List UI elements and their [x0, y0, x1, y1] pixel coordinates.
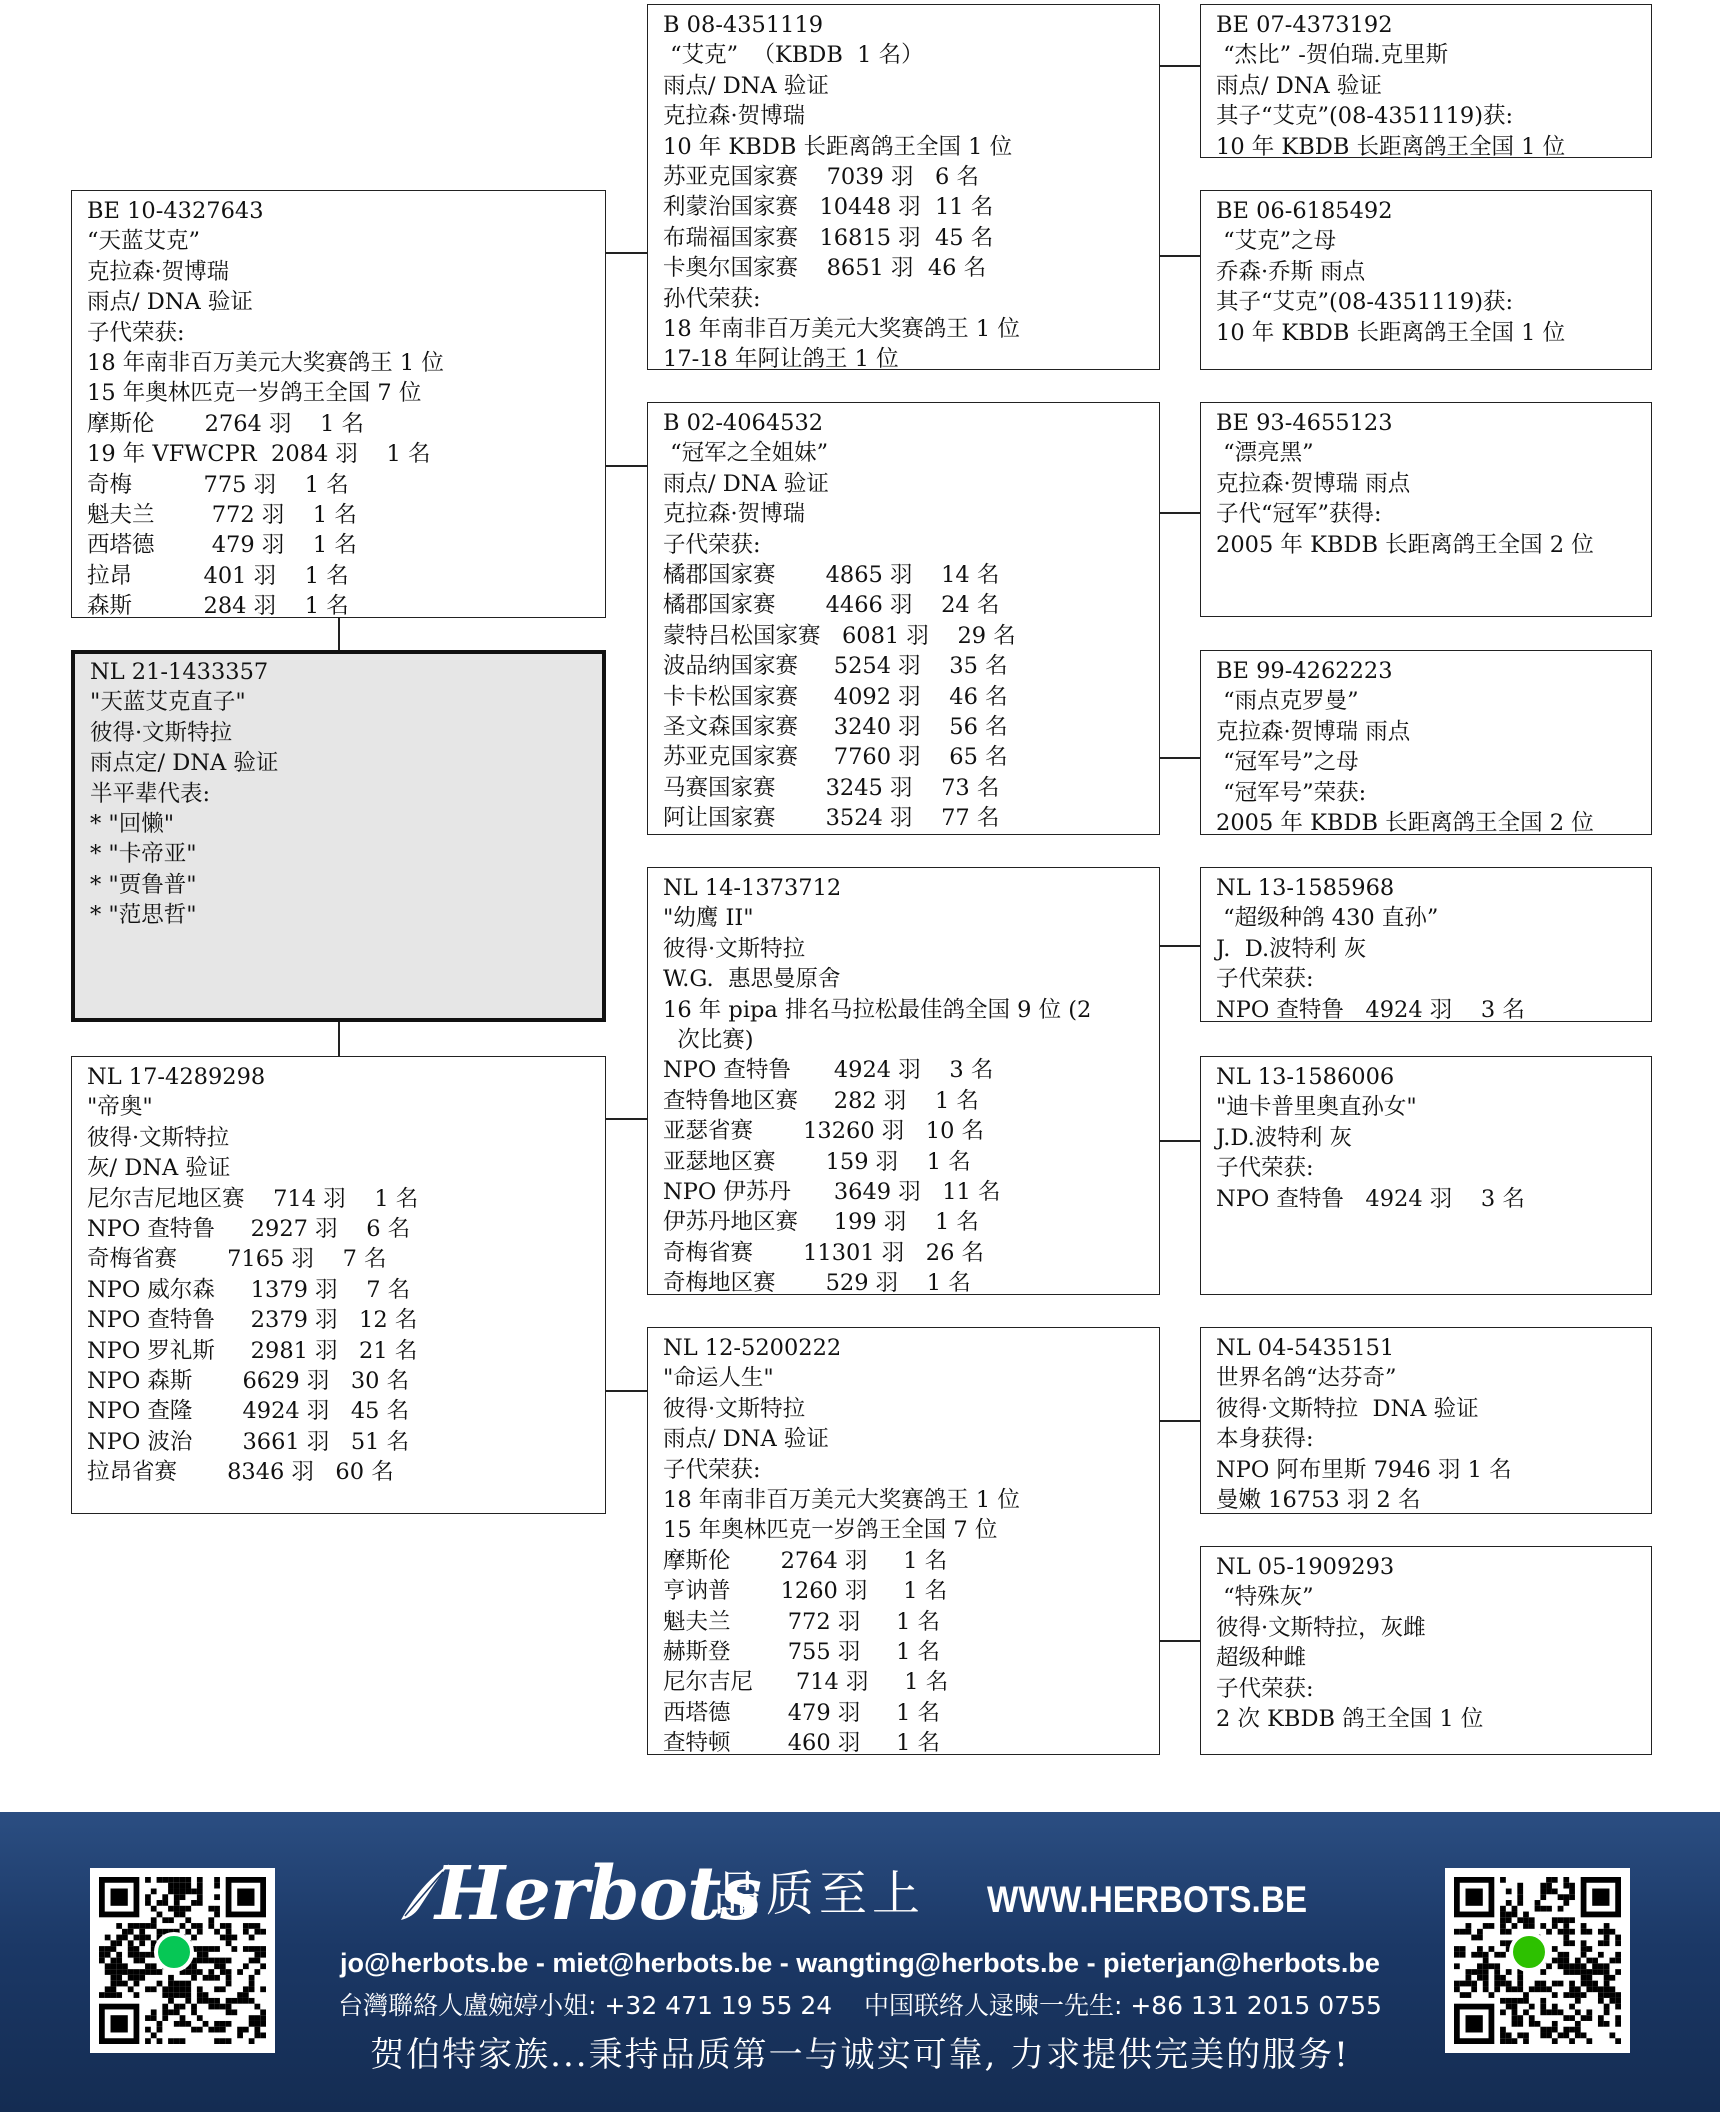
ring-number: NL 04-5435151	[1216, 1335, 1395, 1361]
dam-card	[71, 1056, 606, 1514]
card-line: NPO 森斯 6629 羽 30 名	[87, 1368, 410, 1395]
card-line: 亨讷普 1260 羽 1 名	[663, 1578, 948, 1605]
card-line: J. D.波特利 灰	[1216, 935, 1367, 962]
card-line: 15 年奥林匹克一岁鸽王全国 7 位	[663, 1517, 998, 1544]
ggp-card-3	[1200, 402, 1652, 617]
card-line: 乔森·乔斯 雨点	[1216, 258, 1366, 285]
card-line: “艾克” （KBDB 1 名）	[663, 42, 924, 69]
contact-phones: 台灣聯絡人盧婉婷小姐: +32 471 19 55 24 中国联络人逯暕一先生: +86 131 2015 0755	[338, 1991, 1382, 2020]
card-line: 雨点/ DNA 验证	[87, 289, 253, 316]
card-line: 16 年 pipa 排名马拉松最佳鸽全国 9 位 (2	[663, 996, 1092, 1023]
card-line: 橘郡国家赛 4466 羽 24 名	[663, 592, 1000, 619]
connector	[605, 465, 647, 467]
ggp-card-4	[1200, 650, 1652, 835]
ggp-card-1	[1200, 4, 1652, 158]
ring-number: BE 93-4655123	[1216, 410, 1393, 436]
card-line: 彼得·文斯特拉	[663, 1395, 806, 1422]
ring-number: BE 10-4327643	[87, 198, 264, 224]
card-line: 亚瑟地区赛 159 羽 1 名	[663, 1148, 971, 1175]
motto: 贺伯特家族...秉持品质第一与诚实可靠, 力求提供完美的服务!	[370, 2035, 1350, 2075]
ggp-card-6	[1200, 1056, 1652, 1295]
ring-number: B 08-4351119	[663, 12, 824, 38]
card-line: 17-18 年阿让鸽王 1 位	[663, 346, 899, 370]
card-line: 阿让国家赛 3524 羽 77 名	[663, 805, 1000, 832]
card-line: 灰/ DNA 验证	[87, 1155, 231, 1182]
card-line: 克拉森·贺博瑞	[663, 501, 806, 528]
connector	[605, 1390, 647, 1392]
card-line: 西塔德 479 羽 1 名	[87, 532, 357, 559]
card-line: “冠军之全姐妹”	[663, 440, 829, 467]
card-line: 彼得·文斯特拉	[87, 1124, 230, 1151]
card-line: 雨点定/ DNA 验证	[90, 750, 279, 777]
card-line: 橘郡国家赛 4865 羽 14 名	[663, 562, 1000, 589]
card-line: “杰比” -贺伯瑞.克里斯	[1216, 42, 1449, 69]
card-line: 马赛国家赛 3245 羽 73 名	[663, 774, 1000, 801]
card-line: 超级种雌	[1216, 1645, 1307, 1672]
card-line: 彼得·文斯特拉	[90, 719, 233, 746]
connector	[605, 252, 647, 254]
card-line: 查特顿 460 羽 1 名	[663, 1730, 941, 1755]
card-line: * "范思哲"	[90, 902, 197, 929]
card-line: 其子“艾克”(08-4351119)获:	[1216, 289, 1514, 316]
card-line: 彼得·文斯特拉 DNA 验证	[1216, 1395, 1479, 1422]
connector	[1160, 255, 1200, 257]
website-link[interactable]: WWW.HERBOTS.BE	[987, 1879, 1308, 1920]
card-line: W.G. 惠思曼原舍	[663, 966, 841, 993]
card-line: * "贾鲁普"	[90, 871, 197, 898]
card-line: 雨点/ DNA 验证	[663, 470, 829, 497]
brand-logo[interactable]: Herbots	[435, 1851, 761, 1937]
card-line: 其子“艾克”(08-4351119)获:	[1216, 103, 1514, 130]
card-line: 18 年南非百万美元大奖赛鸽王 1 位	[87, 350, 444, 377]
email-list[interactable]: jo@herbots.be - miet@herbots.be - wangting@herbots.be - pieterjan@herbots.be	[340, 1948, 1380, 1978]
card-line: "命运人生"	[663, 1365, 774, 1392]
card-line: “冠军号”荣获:	[1216, 779, 1367, 806]
card-line: “漂亮黑”	[1216, 440, 1314, 467]
card-line: 尼尔吉尼地区赛 714 羽 1 名	[87, 1185, 419, 1212]
sire-dam-card	[647, 402, 1160, 835]
card-line: 克拉森·贺博瑞 雨点	[1216, 470, 1411, 497]
card-line: 卡奥尔国家赛 8651 羽 46 名	[663, 255, 987, 282]
card-line: 雨点/ DNA 验证	[663, 1426, 829, 1453]
card-line: 伊苏丹地区赛 199 羽 1 名	[663, 1209, 979, 1236]
card-line: 亚瑟省赛 13260 羽 10 名	[663, 1118, 985, 1145]
card-line: J.D.波特利 灰	[1216, 1124, 1352, 1151]
ggp-card-8	[1200, 1546, 1652, 1755]
card-line: 彼得·文斯特拉	[663, 935, 806, 962]
ring-number: NL 13-1586006	[1216, 1064, 1395, 1090]
ring-number: NL 05-1909293	[1216, 1554, 1395, 1580]
card-line: NPO 阿布里斯 7946 羽 1 名	[1216, 1456, 1512, 1483]
subject-card	[71, 650, 606, 1022]
card-line: 摩斯伦 2764 羽 1 名	[663, 1547, 948, 1574]
card-line: 子代荣获:	[1216, 1675, 1314, 1702]
card-line: 利蒙治国家赛 10448 羽 11 名	[663, 194, 994, 221]
card-line: 10 年 KBDB 长距离鸽王全国 1 位	[663, 133, 1013, 160]
connector	[1160, 1640, 1200, 1642]
card-line: "迪卡普里奥直孙女"	[1216, 1094, 1417, 1121]
card-line: 奇梅地区赛 529 羽 1 名	[663, 1270, 971, 1295]
card-line: 尼尔吉尼 714 羽 1 名	[663, 1669, 949, 1696]
card-line: 森斯 284 羽 1 名	[87, 593, 349, 618]
dam-sire-card	[647, 867, 1160, 1295]
connector	[1160, 1140, 1200, 1142]
card-line: 波品纳国家赛 5254 羽 35 名	[663, 653, 1008, 680]
ggp-card-5	[1200, 867, 1652, 1022]
ggp-card-2	[1200, 190, 1652, 370]
card-line: 本身获得:	[1216, 1426, 1314, 1453]
card-line: 赫斯登 755 羽 1 名	[663, 1639, 941, 1666]
connector	[1160, 1420, 1200, 1422]
card-line: 半平辈代表:	[90, 780, 211, 807]
card-line: 世界名鸽“达芬奇”	[1216, 1365, 1397, 1392]
card-line: 拉昂 401 羽 1 名	[87, 562, 349, 589]
ring-number: NL 21-1433357	[90, 659, 269, 685]
card-line: 子代荣获:	[1216, 1155, 1314, 1182]
card-line: 子代荣获:	[663, 1456, 761, 1483]
card-line: 10 年 KBDB 长距离鸽王全国 1 位	[1216, 319, 1566, 346]
connector	[1160, 65, 1200, 67]
card-line: NPO 查特鲁 2927 羽 6 名	[87, 1216, 411, 1243]
card-line: 次比赛)	[663, 1027, 754, 1054]
card-line: 雨点/ DNA 验证	[1216, 72, 1382, 99]
ring-number: NL 17-4289298	[87, 1064, 266, 1090]
card-line: 魁夫兰 772 羽 1 名	[663, 1608, 941, 1635]
card-line: “超级种鸽 430 直孙”	[1216, 905, 1439, 932]
card-line: 布瑞福国家赛 16815 羽 45 名	[663, 224, 994, 251]
card-line: * "回懒"	[90, 811, 175, 838]
card-line: NPO 波治 3661 羽 51 名	[87, 1428, 410, 1455]
slogan: 品质至上	[713, 1866, 926, 1922]
card-line: 魁夫兰 772 羽 1 名	[87, 502, 357, 529]
card-line: 2 次 KBDB 鸽王全国 1 位	[1216, 1706, 1484, 1733]
card-line: 克拉森·贺博瑞 雨点	[1216, 718, 1411, 745]
card-line: 2005 年 KBDB 长距离鸽王全国 2 位	[1216, 531, 1594, 558]
card-line: NPO 罗礼斯 2981 羽 21 名	[87, 1337, 418, 1364]
ggp-card-7	[1200, 1327, 1652, 1514]
sire-card	[71, 190, 606, 618]
card-line: 18 年南非百万美元大奖赛鸽王 1 位	[663, 316, 1020, 343]
card-line: NPO 威尔森 1379 羽 7 名	[87, 1276, 411, 1303]
connector	[605, 1118, 647, 1120]
card-line: 子代荣获:	[663, 531, 761, 558]
card-line: 摩斯伦 2764 羽 1 名	[87, 410, 365, 437]
footer-banner	[0, 1812, 1720, 2112]
card-line: “天蓝艾克”	[87, 228, 201, 255]
dam-dam-card	[647, 1327, 1160, 1755]
card-line: 雨点/ DNA 验证	[663, 72, 829, 99]
card-line: “特殊灰”	[1216, 1584, 1314, 1611]
ring-number: BE 07-4373192	[1216, 12, 1393, 38]
card-line: 苏亚克国家赛 7760 羽 65 名	[663, 744, 1008, 771]
brand-row	[405, 1852, 1345, 1936]
card-line: 10 年 KBDB 长距离鸽王全国 1 位	[1216, 133, 1566, 158]
card-line: 18 年南非百万美元大奖赛鸽王 1 位	[663, 1487, 1020, 1514]
card-line: NPO 查特鲁 4924 羽 3 名	[663, 1057, 994, 1084]
card-line: “艾克”之母	[1216, 228, 1337, 255]
card-line: 查特鲁地区赛 282 羽 1 名	[663, 1087, 979, 1114]
connector	[1160, 945, 1200, 947]
ring-number: NL 14-1373712	[663, 875, 842, 901]
card-line: "天蓝艾克直子"	[90, 689, 246, 716]
card-line: 卡卡松国家赛 4092 羽 46 名	[663, 683, 1008, 710]
ring-number: BE 99-4262223	[1216, 658, 1393, 684]
card-line: "幼鹰 II"	[663, 905, 754, 932]
connector	[1160, 757, 1200, 759]
card-line: 苏亚克国家赛 7039 羽 6 名	[663, 164, 979, 191]
card-line: 2005 年 KBDB 长距离鸽王全国 2 位	[1216, 810, 1594, 835]
card-line: 奇梅省赛 7165 羽 7 名	[87, 1246, 387, 1273]
card-line: NPO 查特鲁 4924 羽 3 名	[1216, 996, 1525, 1022]
card-line: * "卡帝亚"	[90, 841, 197, 868]
card-line: 奇梅省赛 11301 羽 26 名	[663, 1239, 985, 1266]
card-line: 拉昂省赛 8346 羽 60 名	[87, 1459, 394, 1486]
connector	[338, 618, 340, 650]
card-line: NPO 伊苏丹 3649 羽 11 名	[663, 1179, 1001, 1206]
card-line: 15 年奥林匹克一岁鸽王全国 7 位	[87, 380, 422, 407]
card-line: “雨点克罗曼”	[1216, 688, 1359, 715]
card-line: NPO 查隆 4924 羽 45 名	[87, 1398, 410, 1425]
card-line: 子代荣获:	[1216, 966, 1314, 993]
card-line: 子代荣获:	[87, 319, 185, 346]
card-line: 19 年 VFWCPR 2084 羽 1 名	[87, 441, 431, 468]
ring-number: NL 13-1585968	[1216, 875, 1395, 901]
connector	[1160, 512, 1200, 514]
card-line: 子代“冠军”获得:	[1216, 501, 1382, 528]
card-line: 圣文森国家赛 3240 羽 56 名	[663, 714, 1008, 741]
ring-number: B 02-4064532	[663, 410, 824, 436]
card-line: 彼得·文斯特拉，灰雌	[1216, 1614, 1426, 1641]
card-line: NPO 查特鲁 4924 羽 3 名	[1216, 1185, 1525, 1212]
card-line: 奇梅 775 羽 1 名	[87, 471, 349, 498]
card-line: “冠军号”之母	[1216, 749, 1359, 776]
card-line: 孙代荣获:	[663, 285, 761, 312]
card-line: 曼嫩 16753 羽 2 名	[1216, 1487, 1421, 1514]
card-line: NPO 查特鲁 2379 羽 12 名	[87, 1307, 418, 1334]
ring-number: BE 06-6185492	[1216, 198, 1393, 224]
card-line: 蒙特吕松国家赛 6081 羽 29 名	[663, 622, 1016, 649]
card-line: 克拉森·贺博瑞	[87, 258, 230, 285]
sire-sire-card	[647, 4, 1160, 370]
card-line: "帝奥"	[87, 1094, 153, 1121]
ring-number: NL 12-5200222	[663, 1335, 842, 1361]
connector	[338, 1022, 340, 1056]
card-line: 克拉森·贺博瑞	[663, 103, 806, 130]
card-line: 西塔德 479 羽 1 名	[663, 1699, 941, 1726]
